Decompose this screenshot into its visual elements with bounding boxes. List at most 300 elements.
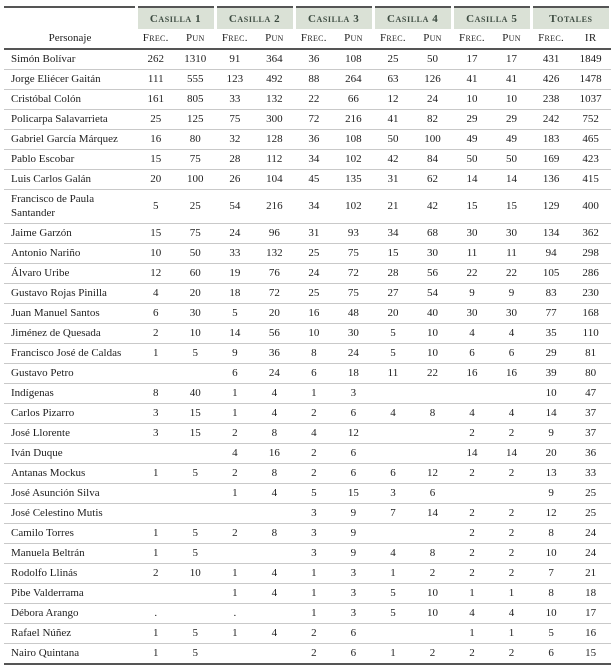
value-cell xyxy=(452,484,492,504)
value-cell: 2 xyxy=(452,524,492,544)
value-cell: 14 xyxy=(492,444,532,464)
value-cell: 5 xyxy=(373,604,413,624)
value-cell xyxy=(413,624,453,644)
value-cell: 300 xyxy=(255,110,295,130)
value-cell: 4 xyxy=(294,424,334,444)
value-cell: 33 xyxy=(215,90,255,110)
value-cell: 1 xyxy=(136,524,176,544)
value-cell: 2 xyxy=(452,464,492,484)
value-cell: 24 xyxy=(255,364,295,384)
value-cell: 49 xyxy=(452,130,492,150)
value-cell xyxy=(136,364,176,384)
table-row xyxy=(4,364,611,384)
value-cell: 216 xyxy=(334,110,374,130)
value-cell: 415 xyxy=(571,170,611,190)
column-header: Frec. xyxy=(452,29,492,49)
column-header: Frec. xyxy=(136,29,176,49)
value-cell: 75 xyxy=(176,224,216,244)
value-cell: 6 xyxy=(531,644,571,665)
value-cell: 25 xyxy=(294,284,334,304)
value-cell: 14 xyxy=(492,170,532,190)
value-cell: 135 xyxy=(334,170,374,190)
value-cell: 17 xyxy=(452,49,492,70)
value-cell: 105 xyxy=(531,264,571,284)
value-cell: 1 xyxy=(136,644,176,665)
personaje-cell: Pibe Valderrama xyxy=(4,584,136,604)
value-cell: 6 xyxy=(334,444,374,464)
value-cell: 1 xyxy=(452,584,492,604)
value-cell: 1 xyxy=(492,624,532,644)
column-header-personaje: Personaje xyxy=(4,29,136,49)
value-cell: 2 xyxy=(492,544,532,564)
value-cell: 15 xyxy=(176,424,216,444)
value-cell: 1 xyxy=(294,604,334,624)
value-cell: 8 xyxy=(255,464,295,484)
column-header: IR xyxy=(571,29,611,49)
value-cell xyxy=(136,504,176,524)
column-header: Frec. xyxy=(531,29,571,49)
value-cell: 56 xyxy=(255,324,295,344)
personaje-cell: Luis Carlos Galán xyxy=(4,170,136,190)
value-cell: 22 xyxy=(452,264,492,284)
group-header-casilla-4: Casilla 4 xyxy=(373,7,452,29)
value-cell: 426 xyxy=(531,70,571,90)
value-cell: 132 xyxy=(255,90,295,110)
value-cell: 3 xyxy=(334,384,374,404)
value-cell: 108 xyxy=(334,49,374,70)
value-cell: 6 xyxy=(334,624,374,644)
value-cell: 2 xyxy=(492,644,532,665)
value-cell: 5 xyxy=(176,644,216,665)
value-cell: 12 xyxy=(373,90,413,110)
value-cell: 72 xyxy=(294,110,334,130)
value-cell: 41 xyxy=(373,110,413,130)
value-cell: 2 xyxy=(294,404,334,424)
personaje-cell: Antanas Mockus xyxy=(4,464,136,484)
value-cell: 27 xyxy=(373,284,413,304)
table-row xyxy=(4,624,611,644)
value-cell: 2 xyxy=(215,524,255,544)
personaje-cell: Gustavo Petro xyxy=(4,364,136,384)
value-cell: 1 xyxy=(215,624,255,644)
column-header: Pun xyxy=(255,29,295,49)
value-cell: 6 xyxy=(334,644,374,665)
value-cell: 2 xyxy=(294,624,334,644)
value-cell xyxy=(176,364,216,384)
value-cell: 54 xyxy=(215,190,255,224)
column-header: Pun xyxy=(334,29,374,49)
personaje-cell: Jaime Garzón xyxy=(4,224,136,244)
value-cell: 66 xyxy=(334,90,374,110)
value-cell: 96 xyxy=(255,224,295,244)
value-cell: 50 xyxy=(492,150,532,170)
table-row xyxy=(4,324,611,344)
value-cell xyxy=(492,484,532,504)
value-cell xyxy=(413,524,453,544)
table-row xyxy=(4,384,611,404)
value-cell: 4 xyxy=(255,624,295,644)
value-cell: 37 xyxy=(571,424,611,444)
value-cell: 4 xyxy=(452,324,492,344)
value-cell: 1 xyxy=(294,384,334,404)
value-cell: 5 xyxy=(531,624,571,644)
value-cell: 6 xyxy=(215,364,255,384)
value-cell: 3 xyxy=(136,404,176,424)
value-cell: 25 xyxy=(294,244,334,264)
column-header: Pun xyxy=(413,29,453,49)
table-row xyxy=(4,304,611,324)
table-row xyxy=(4,344,611,364)
table-row xyxy=(4,264,611,284)
column-header: Frec. xyxy=(294,29,334,49)
value-cell: 19 xyxy=(215,264,255,284)
value-cell: 11 xyxy=(452,244,492,264)
value-cell: 30 xyxy=(452,224,492,244)
value-cell: 1 xyxy=(492,584,532,604)
table-row xyxy=(4,170,611,190)
table-row xyxy=(4,564,611,584)
value-cell: 5 xyxy=(176,464,216,484)
value-cell: 10 xyxy=(413,324,453,344)
value-cell: 100 xyxy=(176,170,216,190)
table-row xyxy=(4,584,611,604)
value-cell: 492 xyxy=(255,70,295,90)
value-cell: 2 xyxy=(294,464,334,484)
value-cell: 264 xyxy=(334,70,374,90)
value-cell: 2 xyxy=(492,424,532,444)
value-cell: 1 xyxy=(373,644,413,665)
personaje-cell: Álvaro Uribe xyxy=(4,264,136,284)
value-cell: 123 xyxy=(215,70,255,90)
value-cell: 30 xyxy=(413,244,453,264)
value-cell xyxy=(452,384,492,404)
value-cell: 8 xyxy=(413,544,453,564)
value-cell: 36 xyxy=(255,344,295,364)
value-cell: 25 xyxy=(136,110,176,130)
value-cell: 8 xyxy=(413,404,453,424)
value-cell: 6 xyxy=(492,344,532,364)
value-cell: 26 xyxy=(215,170,255,190)
value-cell: 22 xyxy=(492,264,532,284)
value-cell: 31 xyxy=(373,170,413,190)
table-row xyxy=(4,70,611,90)
value-cell: 68 xyxy=(413,224,453,244)
value-cell: 81 xyxy=(571,344,611,364)
value-cell: 1 xyxy=(294,564,334,584)
value-cell: 12 xyxy=(531,504,571,524)
value-cell: 10 xyxy=(492,90,532,110)
value-cell: 9 xyxy=(492,284,532,304)
value-cell: 10 xyxy=(176,564,216,584)
value-cell: 40 xyxy=(176,384,216,404)
value-cell: . xyxy=(136,604,176,624)
value-cell xyxy=(255,604,295,624)
value-cell: 1 xyxy=(215,384,255,404)
value-cell: 15 xyxy=(176,404,216,424)
value-cell: 41 xyxy=(492,70,532,90)
value-cell xyxy=(215,544,255,564)
value-cell: 29 xyxy=(531,344,571,364)
value-cell: 15 xyxy=(373,244,413,264)
value-cell: 9 xyxy=(215,344,255,364)
value-cell: 15 xyxy=(492,190,532,224)
value-cell: 1849 xyxy=(571,49,611,70)
value-cell: 2 xyxy=(452,644,492,665)
value-cell: 3 xyxy=(294,544,334,564)
value-cell: 34 xyxy=(294,190,334,224)
value-cell: 5 xyxy=(176,624,216,644)
value-cell: 29 xyxy=(492,110,532,130)
table-row xyxy=(4,190,611,224)
value-cell: 30 xyxy=(176,304,216,324)
value-cell: 91 xyxy=(215,49,255,70)
value-cell: 9 xyxy=(452,284,492,304)
value-cell: 50 xyxy=(176,244,216,264)
value-cell: 4 xyxy=(492,324,532,344)
column-header: Pun xyxy=(492,29,532,49)
value-cell: . xyxy=(215,604,255,624)
value-cell: 72 xyxy=(334,264,374,284)
value-cell: 2 xyxy=(136,564,176,584)
value-cell: 805 xyxy=(176,90,216,110)
value-cell: 25 xyxy=(373,49,413,70)
value-cell: 110 xyxy=(571,324,611,344)
value-cell: 1 xyxy=(136,344,176,364)
value-cell: 42 xyxy=(373,150,413,170)
value-cell: 1310 xyxy=(176,49,216,70)
value-cell: 129 xyxy=(531,190,571,224)
group-header-totales: Totales xyxy=(531,7,610,29)
value-cell: 24 xyxy=(294,264,334,284)
value-cell: 14 xyxy=(531,404,571,424)
value-cell: 6 xyxy=(334,464,374,484)
value-cell: 36 xyxy=(571,444,611,464)
value-cell xyxy=(176,444,216,464)
value-cell: 555 xyxy=(176,70,216,90)
value-cell: 25 xyxy=(571,484,611,504)
value-cell: 25 xyxy=(571,504,611,524)
value-cell xyxy=(136,444,176,464)
value-cell: 16 xyxy=(452,364,492,384)
value-cell: 20 xyxy=(373,304,413,324)
value-cell: 62 xyxy=(413,170,453,190)
value-cell: 13 xyxy=(531,464,571,484)
value-cell: 132 xyxy=(255,244,295,264)
column-header: Frec. xyxy=(373,29,413,49)
value-cell: 1 xyxy=(294,584,334,604)
value-cell: 42 xyxy=(413,190,453,224)
value-cell: 2 xyxy=(413,644,453,665)
value-cell: 5 xyxy=(373,344,413,364)
value-cell: 12 xyxy=(136,264,176,284)
value-cell: 286 xyxy=(571,264,611,284)
value-cell: 1 xyxy=(215,404,255,424)
value-cell: 8 xyxy=(294,344,334,364)
value-cell: 2 xyxy=(492,524,532,544)
value-cell: 1478 xyxy=(571,70,611,90)
value-cell: 30 xyxy=(492,304,532,324)
value-cell: 14 xyxy=(452,444,492,464)
table-row xyxy=(4,464,611,484)
personaje-cell: Francisco José de Caldas xyxy=(4,344,136,364)
value-cell: 12 xyxy=(334,424,374,444)
column-header: Frec. xyxy=(215,29,255,49)
value-cell: 72 xyxy=(255,284,295,304)
value-cell: 16 xyxy=(255,444,295,464)
value-cell: 50 xyxy=(373,130,413,150)
value-cell xyxy=(176,504,216,524)
table-header xyxy=(4,7,611,49)
table-row xyxy=(4,224,611,244)
value-cell xyxy=(413,384,453,404)
value-cell: 4 xyxy=(373,404,413,424)
value-cell: 94 xyxy=(531,244,571,264)
value-cell: 10 xyxy=(531,604,571,624)
value-cell xyxy=(373,624,413,644)
value-cell xyxy=(492,384,532,404)
value-cell: 37 xyxy=(571,404,611,424)
table-row xyxy=(4,484,611,504)
value-cell: 49 xyxy=(492,130,532,150)
table-row xyxy=(4,644,611,665)
value-cell: 20 xyxy=(531,444,571,464)
value-cell: 2 xyxy=(294,644,334,665)
value-cell: 8 xyxy=(531,584,571,604)
value-cell: 752 xyxy=(571,110,611,130)
table-row xyxy=(4,49,611,70)
value-cell: 183 xyxy=(531,130,571,150)
value-cell: 5 xyxy=(373,324,413,344)
value-cell: 18 xyxy=(571,584,611,604)
value-cell: 35 xyxy=(531,324,571,344)
value-cell: 2 xyxy=(136,324,176,344)
personaje-cell: Débora Arango xyxy=(4,604,136,624)
value-cell: 7 xyxy=(531,564,571,584)
group-header-row xyxy=(4,7,611,29)
group-header-casilla-2: Casilla 2 xyxy=(215,7,294,29)
value-cell: 4 xyxy=(255,404,295,424)
value-cell: 126 xyxy=(413,70,453,90)
value-cell: 2 xyxy=(452,564,492,584)
value-cell xyxy=(373,424,413,444)
value-cell: 10 xyxy=(294,324,334,344)
value-cell xyxy=(373,524,413,544)
value-cell: 56 xyxy=(413,264,453,284)
value-cell: 30 xyxy=(452,304,492,324)
value-cell: 75 xyxy=(334,244,374,264)
value-cell: 31 xyxy=(294,224,334,244)
value-cell: 16 xyxy=(294,304,334,324)
personaje-cell: Simón Bolívar xyxy=(4,49,136,70)
table-row xyxy=(4,150,611,170)
value-cell: 3 xyxy=(294,524,334,544)
value-cell: 2 xyxy=(492,504,532,524)
value-cell: 28 xyxy=(373,264,413,284)
value-cell: 9 xyxy=(334,504,374,524)
value-cell: 32 xyxy=(215,130,255,150)
value-cell: 362 xyxy=(571,224,611,244)
value-cell: 2 xyxy=(215,424,255,444)
value-cell: 76 xyxy=(255,264,295,284)
personaje-cell: Camilo Torres xyxy=(4,524,136,544)
table-row xyxy=(4,524,611,544)
value-cell: 9 xyxy=(334,544,374,564)
value-cell: 6 xyxy=(373,464,413,484)
value-cell xyxy=(176,604,216,624)
value-cell: 20 xyxy=(176,284,216,304)
personaje-cell: Juan Manuel Santos xyxy=(4,304,136,324)
personaje-cell: José Asunción Silva xyxy=(4,484,136,504)
value-cell: 40 xyxy=(413,304,453,324)
value-cell: 24 xyxy=(413,90,453,110)
value-cell: 24 xyxy=(334,344,374,364)
value-cell: 2 xyxy=(452,504,492,524)
value-cell: 8 xyxy=(255,424,295,444)
value-cell: 4 xyxy=(255,384,295,404)
value-cell xyxy=(136,584,176,604)
personaje-cell: Carlos Pizarro xyxy=(4,404,136,424)
value-cell: 12 xyxy=(413,464,453,484)
personaje-cell: Gabriel García Márquez xyxy=(4,130,136,150)
value-cell: 14 xyxy=(215,324,255,344)
value-cell: 5 xyxy=(176,524,216,544)
table-row xyxy=(4,504,611,524)
value-cell: 5 xyxy=(373,584,413,604)
value-cell: 60 xyxy=(176,264,216,284)
table-row xyxy=(4,404,611,424)
value-cell: 238 xyxy=(531,90,571,110)
value-cell: 36 xyxy=(294,130,334,150)
value-cell: 10 xyxy=(413,584,453,604)
value-cell: 33 xyxy=(215,244,255,264)
value-cell: 3 xyxy=(294,504,334,524)
personaje-cell: Rafael Núñez xyxy=(4,624,136,644)
table-row xyxy=(4,604,611,624)
value-cell: 25 xyxy=(176,190,216,224)
value-cell: 6 xyxy=(413,484,453,504)
value-cell: 34 xyxy=(373,224,413,244)
value-cell: 2 xyxy=(294,444,334,464)
value-cell: 10 xyxy=(531,544,571,564)
value-cell xyxy=(373,444,413,464)
value-cell: 242 xyxy=(531,110,571,130)
value-cell: 5 xyxy=(294,484,334,504)
value-cell xyxy=(255,544,295,564)
value-cell: 102 xyxy=(334,190,374,224)
table-row xyxy=(4,444,611,464)
value-cell: 8 xyxy=(136,384,176,404)
value-cell: 2 xyxy=(215,464,255,484)
value-cell: 1 xyxy=(136,544,176,564)
value-cell: 4 xyxy=(255,564,295,584)
value-cell: 104 xyxy=(255,170,295,190)
value-cell: 1 xyxy=(136,624,176,644)
personaje-cell: Pablo Escobar xyxy=(4,150,136,170)
group-header-casilla-5: Casilla 5 xyxy=(452,7,531,29)
value-cell: 9 xyxy=(531,424,571,444)
value-cell: 100 xyxy=(413,130,453,150)
personaje-cell: Nairo Quintana xyxy=(4,644,136,665)
value-cell xyxy=(413,424,453,444)
value-cell xyxy=(373,384,413,404)
value-cell: 3 xyxy=(334,584,374,604)
value-cell: 48 xyxy=(334,304,374,324)
value-cell: 15 xyxy=(334,484,374,504)
value-cell: 24 xyxy=(571,524,611,544)
value-cell: 10 xyxy=(531,384,571,404)
value-cell: 18 xyxy=(334,364,374,384)
value-cell: 5 xyxy=(215,304,255,324)
